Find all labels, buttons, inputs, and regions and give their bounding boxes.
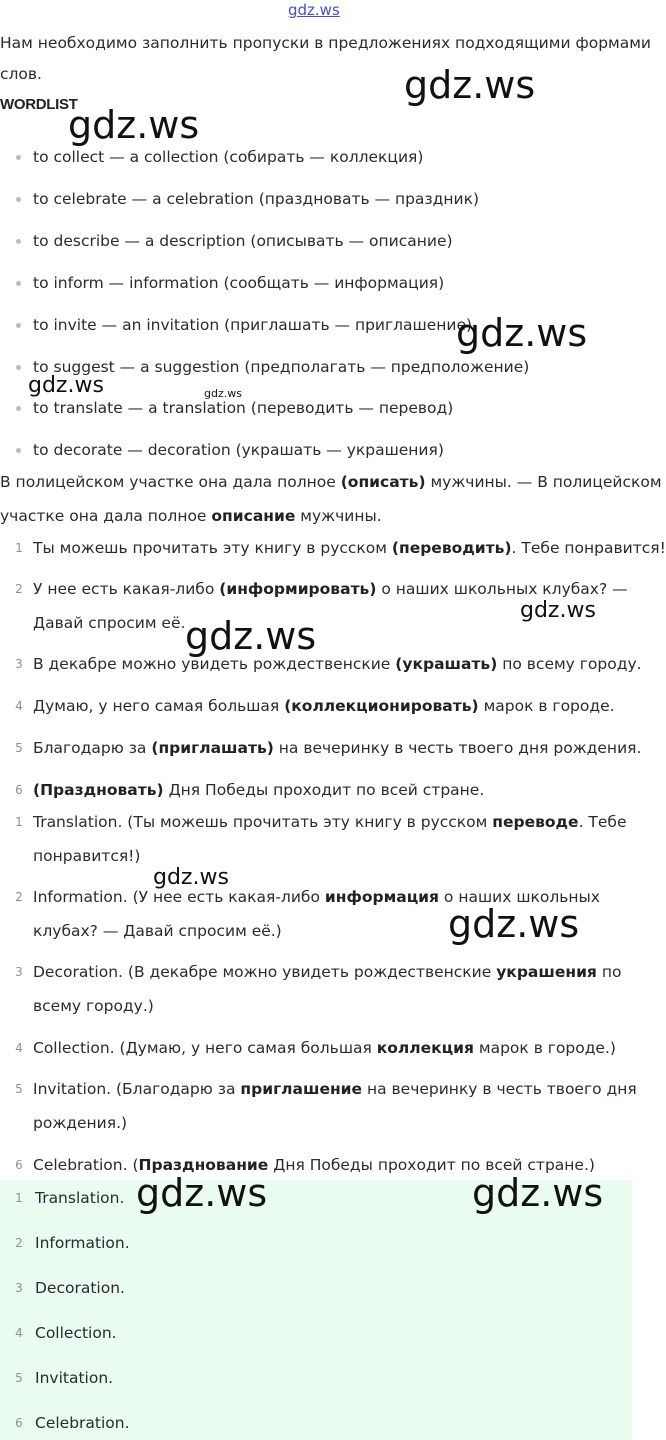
task-text: Думаю, у него самая большая (коллекционировать) марок в городе. — [33, 697, 615, 715]
bullet-dot — [16, 448, 21, 453]
translation-text-continued: понравится!) — [33, 847, 141, 865]
example-line-1: В полицейском участке она дала полное (описать) мужчины. — В полицейском — [0, 473, 662, 491]
translation-number: 2 — [15, 890, 23, 904]
wordlist-item: to inform — information (сообщать — информация) — [33, 274, 445, 292]
translation-text: Collection. (Думаю, у него самая большая коллекция марок в городе.) — [33, 1039, 616, 1057]
watermark: gdz.ws — [404, 63, 536, 107]
example-line-2: участке она дала полное описание мужчины. — [0, 507, 382, 525]
translation-text: Invitation. (Благодарю за приглашение на вечеринку в честь твоего дня — [33, 1080, 637, 1098]
translation-number: 4 — [15, 1041, 23, 1055]
bullet-dot — [16, 406, 21, 411]
answer-text: Collection. — [35, 1324, 117, 1342]
wordlist-item: to invite — an invitation (приглашать — приглашение) — [33, 316, 473, 334]
watermark: gdz.ws — [456, 311, 588, 355]
task-text: В декабре можно увидеть рождественские (украшать) по всему городу. — [33, 655, 642, 673]
translation-text-continued: всему городу.) — [33, 997, 154, 1015]
wordlist-heading: WORDLIST — [0, 96, 78, 113]
task-number: 1 — [15, 541, 23, 555]
answer-number: 4 — [15, 1326, 23, 1340]
translation-text: Decoration. (В декабре можно увидеть рождественские украшения по — [33, 963, 622, 981]
bullet-dot — [16, 197, 21, 202]
bullet-dot — [16, 239, 21, 244]
translation-number: 3 — [15, 965, 23, 979]
bullet-dot — [16, 155, 21, 160]
wordlist-item: to suggest — a suggestion (предполагать — предположение) — [33, 358, 530, 376]
task-text: Благодарю за (приглашать) на вечеринку в честь твоего дня рождения. — [33, 739, 642, 757]
answer-text: Translation. — [35, 1189, 125, 1207]
answer-number: 5 — [15, 1371, 23, 1385]
translation-number: 5 — [15, 1082, 23, 1096]
watermark: gdz.ws — [520, 598, 596, 623]
wordlist-item: to decorate — decoration (украшать — украшения) — [33, 441, 444, 459]
intro-text-line-1: Нам необходимо заполнить пропуски в предложениях подходящими формами — [0, 34, 651, 52]
answer-text: Decoration. — [35, 1279, 125, 1297]
translation-text: Celebration. (Празднование Дня Победы проходит по всей стране.) — [33, 1156, 595, 1174]
answers-panel — [0, 1180, 632, 1440]
watermark: gdz.ws — [185, 614, 317, 658]
task-number: 5 — [15, 741, 23, 755]
watermark: gdz.ws — [68, 103, 200, 147]
translation-number: 6 — [15, 1158, 23, 1172]
wordlist-item: to describe — a description (описывать — описание) — [33, 232, 453, 250]
translation-text-continued: клубах? — Давай спросим её.) — [33, 922, 282, 940]
answer-number: 1 — [15, 1191, 23, 1205]
watermark: gdz.ws — [472, 1171, 604, 1215]
watermark: gdz.ws — [28, 373, 104, 398]
watermark: gdz.ws — [136, 1171, 268, 1215]
wordlist-item: to collect — a collection (собирать — коллекция) — [33, 148, 424, 166]
translation-text-continued: рождения.) — [33, 1114, 128, 1132]
task-number: 3 — [15, 657, 23, 671]
watermark: gdz.ws — [153, 865, 229, 890]
task-text: Ты можешь прочитать эту книгу в русском (переводить). Тебе понравится! — [33, 539, 666, 557]
wordlist-item: to translate — a translation (переводить — перевод) — [33, 399, 454, 417]
answer-number: 3 — [15, 1281, 23, 1295]
watermark: gdz.ws — [448, 902, 580, 946]
task-text-continued: Давай спросим её. — [33, 614, 186, 632]
translation-text: Information. (У нее есть какая-либо информация о наших школьных — [33, 888, 600, 906]
task-number: 2 — [15, 582, 23, 596]
answer-number: 6 — [15, 1416, 23, 1430]
bullet-dot — [16, 323, 21, 328]
bullet-dot — [16, 281, 21, 286]
wordlist-item: to celebrate — a celebration (праздновать — праздник) — [33, 190, 480, 208]
site-watermark-link[interactable]: gdz.ws — [288, 1, 340, 19]
watermark: gdz.ws — [204, 387, 242, 400]
task-number: 6 — [15, 783, 23, 797]
answer-text: Invitation. — [35, 1369, 114, 1387]
answer-number: 2 — [15, 1236, 23, 1250]
task-text: У нее есть какая-либо (информировать) о наших школьных клубах? — — [33, 580, 628, 598]
translation-number: 1 — [15, 815, 23, 829]
intro-text-line-2: слов. — [0, 65, 42, 83]
task-text: (Праздновать) Дня Победы проходит по всей стране. — [33, 781, 485, 799]
translation-text: Translation. (Ты можешь прочитать эту книгу в русском переводе. Тебе — [33, 813, 627, 831]
answer-text: Information. — [35, 1234, 130, 1252]
bullet-dot — [16, 365, 21, 370]
task-number: 4 — [15, 699, 23, 713]
answer-text: Celebration. — [35, 1414, 130, 1432]
